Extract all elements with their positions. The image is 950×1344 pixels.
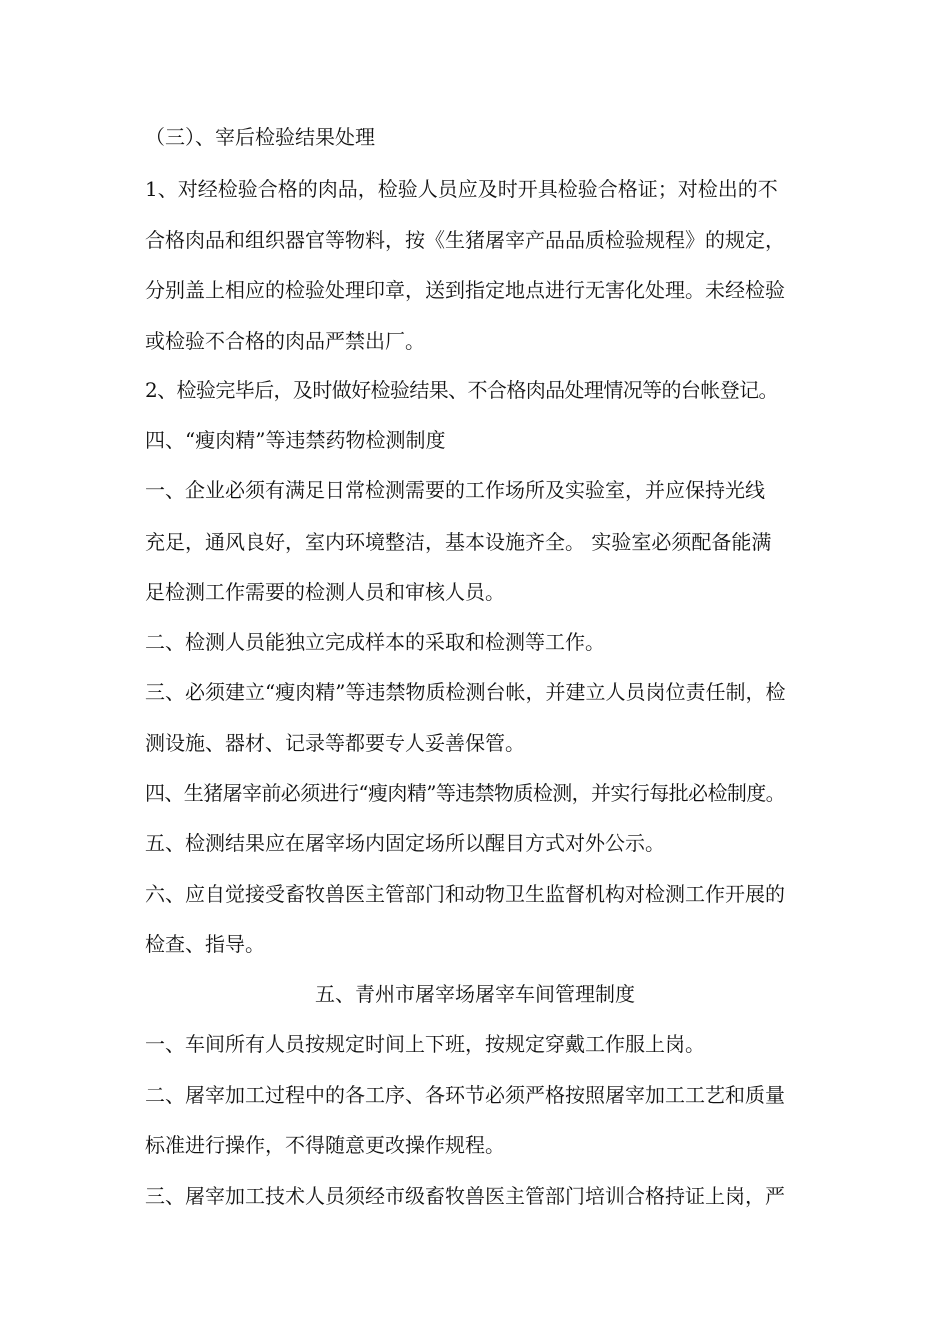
paragraph-line: 测设施、器材、记录等都要专人妥善保管。	[145, 731, 525, 755]
paragraph-line: 二、检测人员能独立完成样本的采取和检测等工作。	[145, 630, 605, 654]
paragraph-line: 或检验不合格的肉品严禁出厂。	[145, 329, 425, 353]
paragraph-line: 二、屠宰加工过程中的各工序、各环节必须严格按照屠宰加工工艺和质量	[145, 1083, 785, 1107]
paragraph-line: 一、车间所有人员按规定时间上下班，按规定穿戴工作服上岗。	[145, 1032, 705, 1056]
paragraph-line: 分别盖上相应的检验处理印章，送到指定地点进行无害化处理。未经检验	[145, 278, 785, 302]
paragraph-line: 1、对经检验合格的肉品，检验人员应及时开具检验合格证；对检出的不	[145, 177, 778, 201]
paragraph-line: 2、检验完毕后，及时做好检验结果、不合格肉品处理情况等的台帐登记。	[145, 378, 778, 402]
paragraph-line: 充足，通风良好，室内环境整洁，基本设施齐全。 实验室必须配备能满	[145, 530, 772, 554]
section-heading: 五、青州市屠宰场屠宰车间管理制度	[315, 982, 635, 1006]
paragraph-line: 六、应自觉接受畜牧兽医主管部门和动物卫生监督机构对检测工作开展的	[145, 882, 785, 906]
subsection-heading: （三）、宰后检验结果处理	[145, 125, 375, 149]
paragraph-line: 五、检测结果应在屠宰场内固定场所以醒目方式对外公示。	[145, 831, 665, 855]
section-heading: 四、“瘦肉精”等违禁药物检测制度	[145, 428, 446, 452]
paragraph-line: 三、屠宰加工技术人员须经市级畜牧兽医主管部门培训合格持证上岗，严	[145, 1184, 785, 1208]
paragraph-line: 检查、指导。	[145, 932, 265, 956]
paragraph-line: 一、企业必须有满足日常检测需要的工作场所及实验室，并应保持光线	[145, 478, 765, 502]
paragraph-line: 三、必须建立“瘦肉精”等违禁物质检测台帐，并建立人员岗位责任制，检	[145, 680, 786, 704]
paragraph-line: 合格肉品和组织器官等物料，按《生猪屠宰产品品质检验规程》的规定，	[145, 228, 785, 252]
paragraph-line: 足检测工作需要的检测人员和审核人员。	[145, 580, 505, 604]
paragraph-line: 四、生猪屠宰前必须进行“瘦肉精”等违禁物质检测，并实行每批必检制度。	[145, 781, 786, 805]
paragraph-line: 标准进行操作，不得随意更改操作规程。	[145, 1133, 505, 1157]
